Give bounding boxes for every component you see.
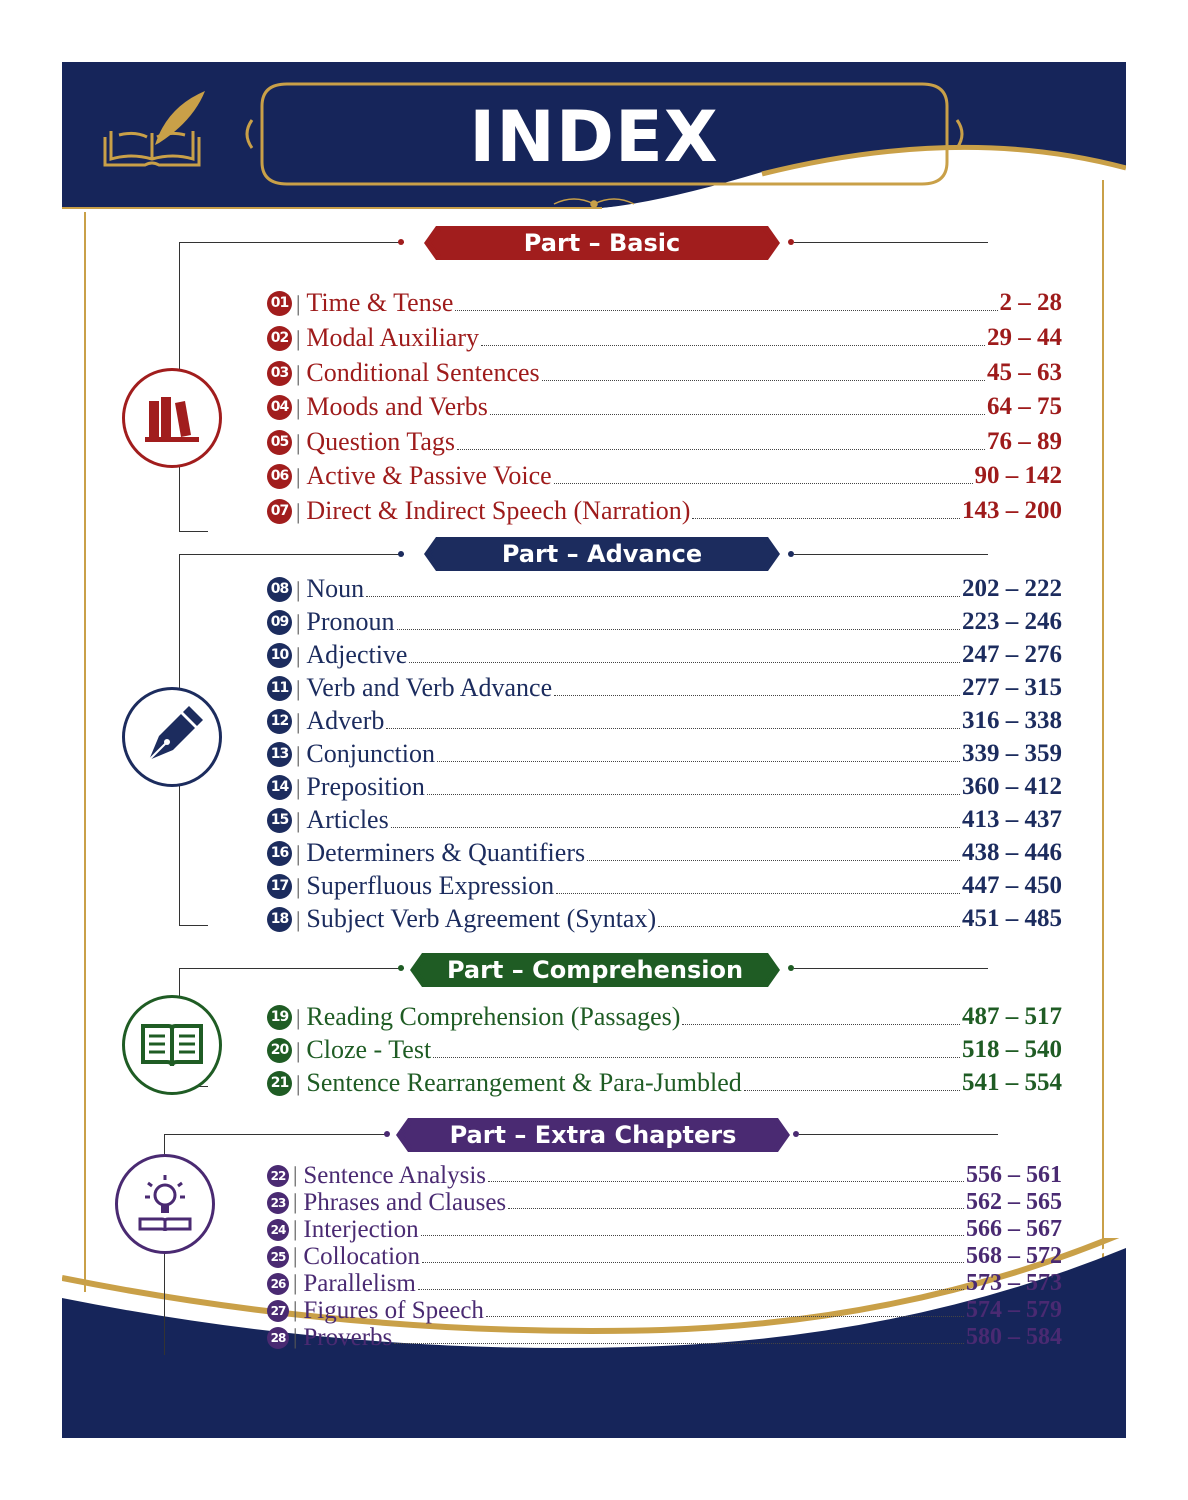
chapter-title: Subject Verb Agreement (Syntax) <box>306 904 657 933</box>
section-rule-right <box>799 1134 998 1135</box>
chapter-pages: 64 – 75 <box>987 393 1062 420</box>
books-icon <box>125 371 219 465</box>
chapter-title: Phrases and Clauses <box>303 1189 507 1216</box>
chapter-number: 09 <box>267 610 292 635</box>
chapter-row: 02 | Modal Auxiliary 29 – 44 <box>267 323 1062 353</box>
section-icon-basic <box>122 368 222 468</box>
section-dot <box>398 551 404 557</box>
open-book-icon <box>125 998 219 1092</box>
chapter-row: 01 | Time & Tense 2 – 28 <box>267 288 1062 318</box>
chapter-pages: 90 – 142 <box>974 462 1062 489</box>
chapter-number: 28 <box>267 1327 289 1349</box>
section-rule-right <box>794 242 988 243</box>
chapter-pages: 447 – 450 <box>962 872 1062 899</box>
chapter-pages: 487 – 517 <box>962 1003 1062 1030</box>
chapter-number: 13 <box>267 742 292 767</box>
chapter-row: 21 | Sentence Rearrangement & Para-Jumbled 541 – 554 <box>267 1068 1062 1098</box>
section-icon-advance <box>122 687 222 787</box>
chapter-title: Conditional Sentences <box>306 358 540 387</box>
chapter-title: Cloze - Test <box>306 1035 432 1064</box>
chapter-number: 01 <box>267 291 292 316</box>
chapter-title: Superfluous Expression <box>306 871 555 900</box>
chapter-title: Active & Passive Voice <box>306 461 552 490</box>
chapter-row: 25 | Collocation 568 – 572 <box>267 1243 1062 1270</box>
chapter-number: 02 <box>267 326 292 351</box>
chapter-row: 07 | Direct & Indirect Speech (Narration) 143 – 200 <box>267 496 1062 526</box>
chapter-number: 08 <box>267 577 292 602</box>
chapter-title: Moods and Verbs <box>306 392 488 421</box>
section-rule-left <box>164 1134 386 1135</box>
chapter-row: 22 | Sentence Analysis 556 – 561 <box>267 1162 1062 1189</box>
chapter-number: 06 <box>267 464 292 489</box>
chapter-title: Interjection <box>303 1216 419 1243</box>
section-banner-basic <box>424 226 780 260</box>
chapter-number: 22 <box>267 1165 289 1187</box>
chapter-pages: 316 – 338 <box>962 707 1062 734</box>
chapter-pages: 574 – 579 <box>966 1297 1062 1323</box>
chapter-number: 19 <box>267 1005 292 1030</box>
chapter-row: 11 | Verb and Verb Advance 277 – 315 <box>267 673 1062 703</box>
chapter-number: 24 <box>267 1219 289 1241</box>
chapter-pages: 451 – 485 <box>962 905 1062 932</box>
section-banner-extra <box>396 1118 790 1152</box>
chapter-row: 13 | Conjunction 339 – 359 <box>267 739 1062 769</box>
chapter-pages: 541 – 554 <box>962 1069 1062 1096</box>
chapter-title: Adverb <box>306 706 385 735</box>
chapter-title: Reading Comprehension (Passages) <box>306 1002 681 1031</box>
chapter-row: 24 | Interjection 566 – 567 <box>267 1216 1062 1243</box>
chapter-title: Determiners & Quantifiers <box>306 838 586 867</box>
chapter-row: 16 | Determiners & Quantifiers 438 – 446 <box>267 838 1062 868</box>
section-dot <box>384 1131 390 1137</box>
chapter-pages: 438 – 446 <box>962 839 1062 866</box>
chapter-title: Adjective <box>306 640 408 669</box>
chapter-title: Articles <box>306 805 389 834</box>
chapter-pages: 562 – 565 <box>966 1189 1062 1215</box>
chapter-row: 28 | Proverbs 580 – 584 <box>267 1324 1062 1351</box>
section-banner-advance <box>424 537 780 571</box>
chapter-row: 17 | Superfluous Expression 447 – 450 <box>267 871 1062 901</box>
section-label: Part – Advance <box>501 540 703 568</box>
section-icon-extra <box>115 1154 215 1254</box>
chapter-pages: 202 – 222 <box>962 575 1062 602</box>
chapter-pages: 45 – 63 <box>987 359 1062 386</box>
section-icon-comprehension <box>122 995 222 1095</box>
chapter-row: 03 | Conditional Sentences 45 – 63 <box>267 358 1062 388</box>
fountain-pen-icon <box>125 690 219 784</box>
chapter-title: Sentence Analysis <box>303 1162 487 1189</box>
chapter-number: 05 <box>267 430 292 455</box>
chapter-title: Noun <box>306 574 365 603</box>
chapter-title: Question Tags <box>306 427 456 456</box>
section-rule-left <box>179 968 404 969</box>
chapter-pages: 568 – 572 <box>966 1243 1062 1269</box>
chapter-number: 07 <box>267 499 292 524</box>
chapter-row: 15 | Articles 413 – 437 <box>267 805 1062 835</box>
chapter-number: 26 <box>267 1273 289 1295</box>
chapter-pages: 339 – 359 <box>962 740 1062 767</box>
chapter-number: 10 <box>267 643 292 668</box>
chapter-row: 18 | Subject Verb Agreement (Syntax) 451 – 485 <box>267 904 1062 934</box>
chapter-pages: 277 – 315 <box>962 674 1062 701</box>
chapter-title: Direct & Indirect Speech (Narration) <box>306 496 691 525</box>
section-rule-left <box>179 242 404 243</box>
section-label: Part – Extra Chapters <box>449 1121 737 1149</box>
chapter-pages: 413 – 437 <box>962 806 1062 833</box>
chapter-number: 04 <box>267 395 292 420</box>
section-banner-comprehension <box>410 953 780 987</box>
chapter-row: 09 | Pronoun 223 – 246 <box>267 607 1062 637</box>
chapter-pages: 247 – 276 <box>962 641 1062 668</box>
chapter-title: Sentence Rearrangement & Para-Jumbled <box>306 1068 742 1097</box>
chapter-pages: 518 – 540 <box>962 1036 1062 1063</box>
chapter-number: 15 <box>267 808 292 833</box>
section-rule-left <box>179 554 404 555</box>
section-dot <box>398 239 404 245</box>
chapter-number: 23 <box>267 1192 289 1214</box>
chapter-pages: 566 – 567 <box>966 1216 1062 1242</box>
chapter-row: 14 | Preposition 360 – 412 <box>267 772 1062 802</box>
chapter-number: 18 <box>267 907 292 932</box>
chapter-pages: 556 – 561 <box>966 1162 1062 1188</box>
chapter-title: Figures of Speech <box>303 1297 484 1324</box>
chapter-title: Collocation <box>303 1243 421 1270</box>
chapter-number: 12 <box>267 709 292 734</box>
chapter-pages: 143 – 200 <box>962 497 1062 524</box>
index-page <box>62 62 1126 1438</box>
chapter-pages: 573 – 573 <box>966 1270 1062 1296</box>
chapter-row: 12 | Adverb 316 – 338 <box>267 706 1062 736</box>
section-label: Part – Basic <box>523 229 681 257</box>
chapter-number: 25 <box>267 1246 289 1268</box>
chapter-row: 26 | Parallelism 573 – 573 <box>267 1270 1062 1297</box>
chapter-title: Proverbs <box>303 1324 393 1351</box>
chapter-row: 27 | Figures of Speech 574 – 579 <box>267 1297 1062 1324</box>
chapter-number: 14 <box>267 775 292 800</box>
chapter-title: Verb and Verb Advance <box>306 673 553 702</box>
chapter-title: Pronoun <box>306 607 395 636</box>
chapter-pages: 76 – 89 <box>987 428 1062 455</box>
chapter-number: 27 <box>267 1300 289 1322</box>
chapter-title: Time & Tense <box>306 288 454 317</box>
chapter-pages: 360 – 412 <box>962 773 1062 800</box>
chapter-number: 21 <box>267 1071 292 1096</box>
chapter-title: Conjunction <box>306 739 435 768</box>
chapter-row: 08 | Noun 202 – 222 <box>267 574 1062 604</box>
right-frame-line <box>1102 180 1104 1280</box>
chapter-number: 11 <box>267 676 292 701</box>
chapter-title: Preposition <box>306 772 425 801</box>
chapter-pages: 580 – 584 <box>966 1324 1062 1350</box>
section-rule-right <box>794 968 988 969</box>
chapter-pages: 29 – 44 <box>987 324 1062 351</box>
chapter-row: 05 | Question Tags 76 – 89 <box>267 427 1062 457</box>
chapter-number: 17 <box>267 874 292 899</box>
chapter-title: Modal Auxiliary <box>306 323 479 352</box>
chapter-row: 19 | Reading Comprehension (Passages) 487 – 517 <box>267 1002 1062 1032</box>
page-title: INDEX <box>469 96 719 178</box>
chapter-number: 16 <box>267 841 292 866</box>
chapter-pages: 223 – 246 <box>962 608 1062 635</box>
chapter-title: Parallelism <box>303 1270 416 1297</box>
chapter-row: 06 | Active & Passive Voice 90 – 142 <box>267 461 1062 491</box>
chapter-row: 23 | Phrases and Clauses 562 – 565 <box>267 1189 1062 1216</box>
chapter-number: 20 <box>267 1038 292 1063</box>
chapter-row: 20 | Cloze - Test 518 – 540 <box>267 1035 1062 1065</box>
section-label: Part – Comprehension <box>446 956 744 984</box>
section-dot <box>398 965 404 971</box>
chapter-pages: 2 – 28 <box>999 289 1062 316</box>
chapter-number: 03 <box>267 361 292 386</box>
lightbulb-book-icon <box>118 1157 212 1251</box>
chapter-row: 04 | Moods and Verbs 64 – 75 <box>267 392 1062 422</box>
left-frame-line <box>84 212 86 1292</box>
chapter-row: 10 | Adjective 247 – 276 <box>267 640 1062 670</box>
section-rule-right <box>794 554 988 555</box>
